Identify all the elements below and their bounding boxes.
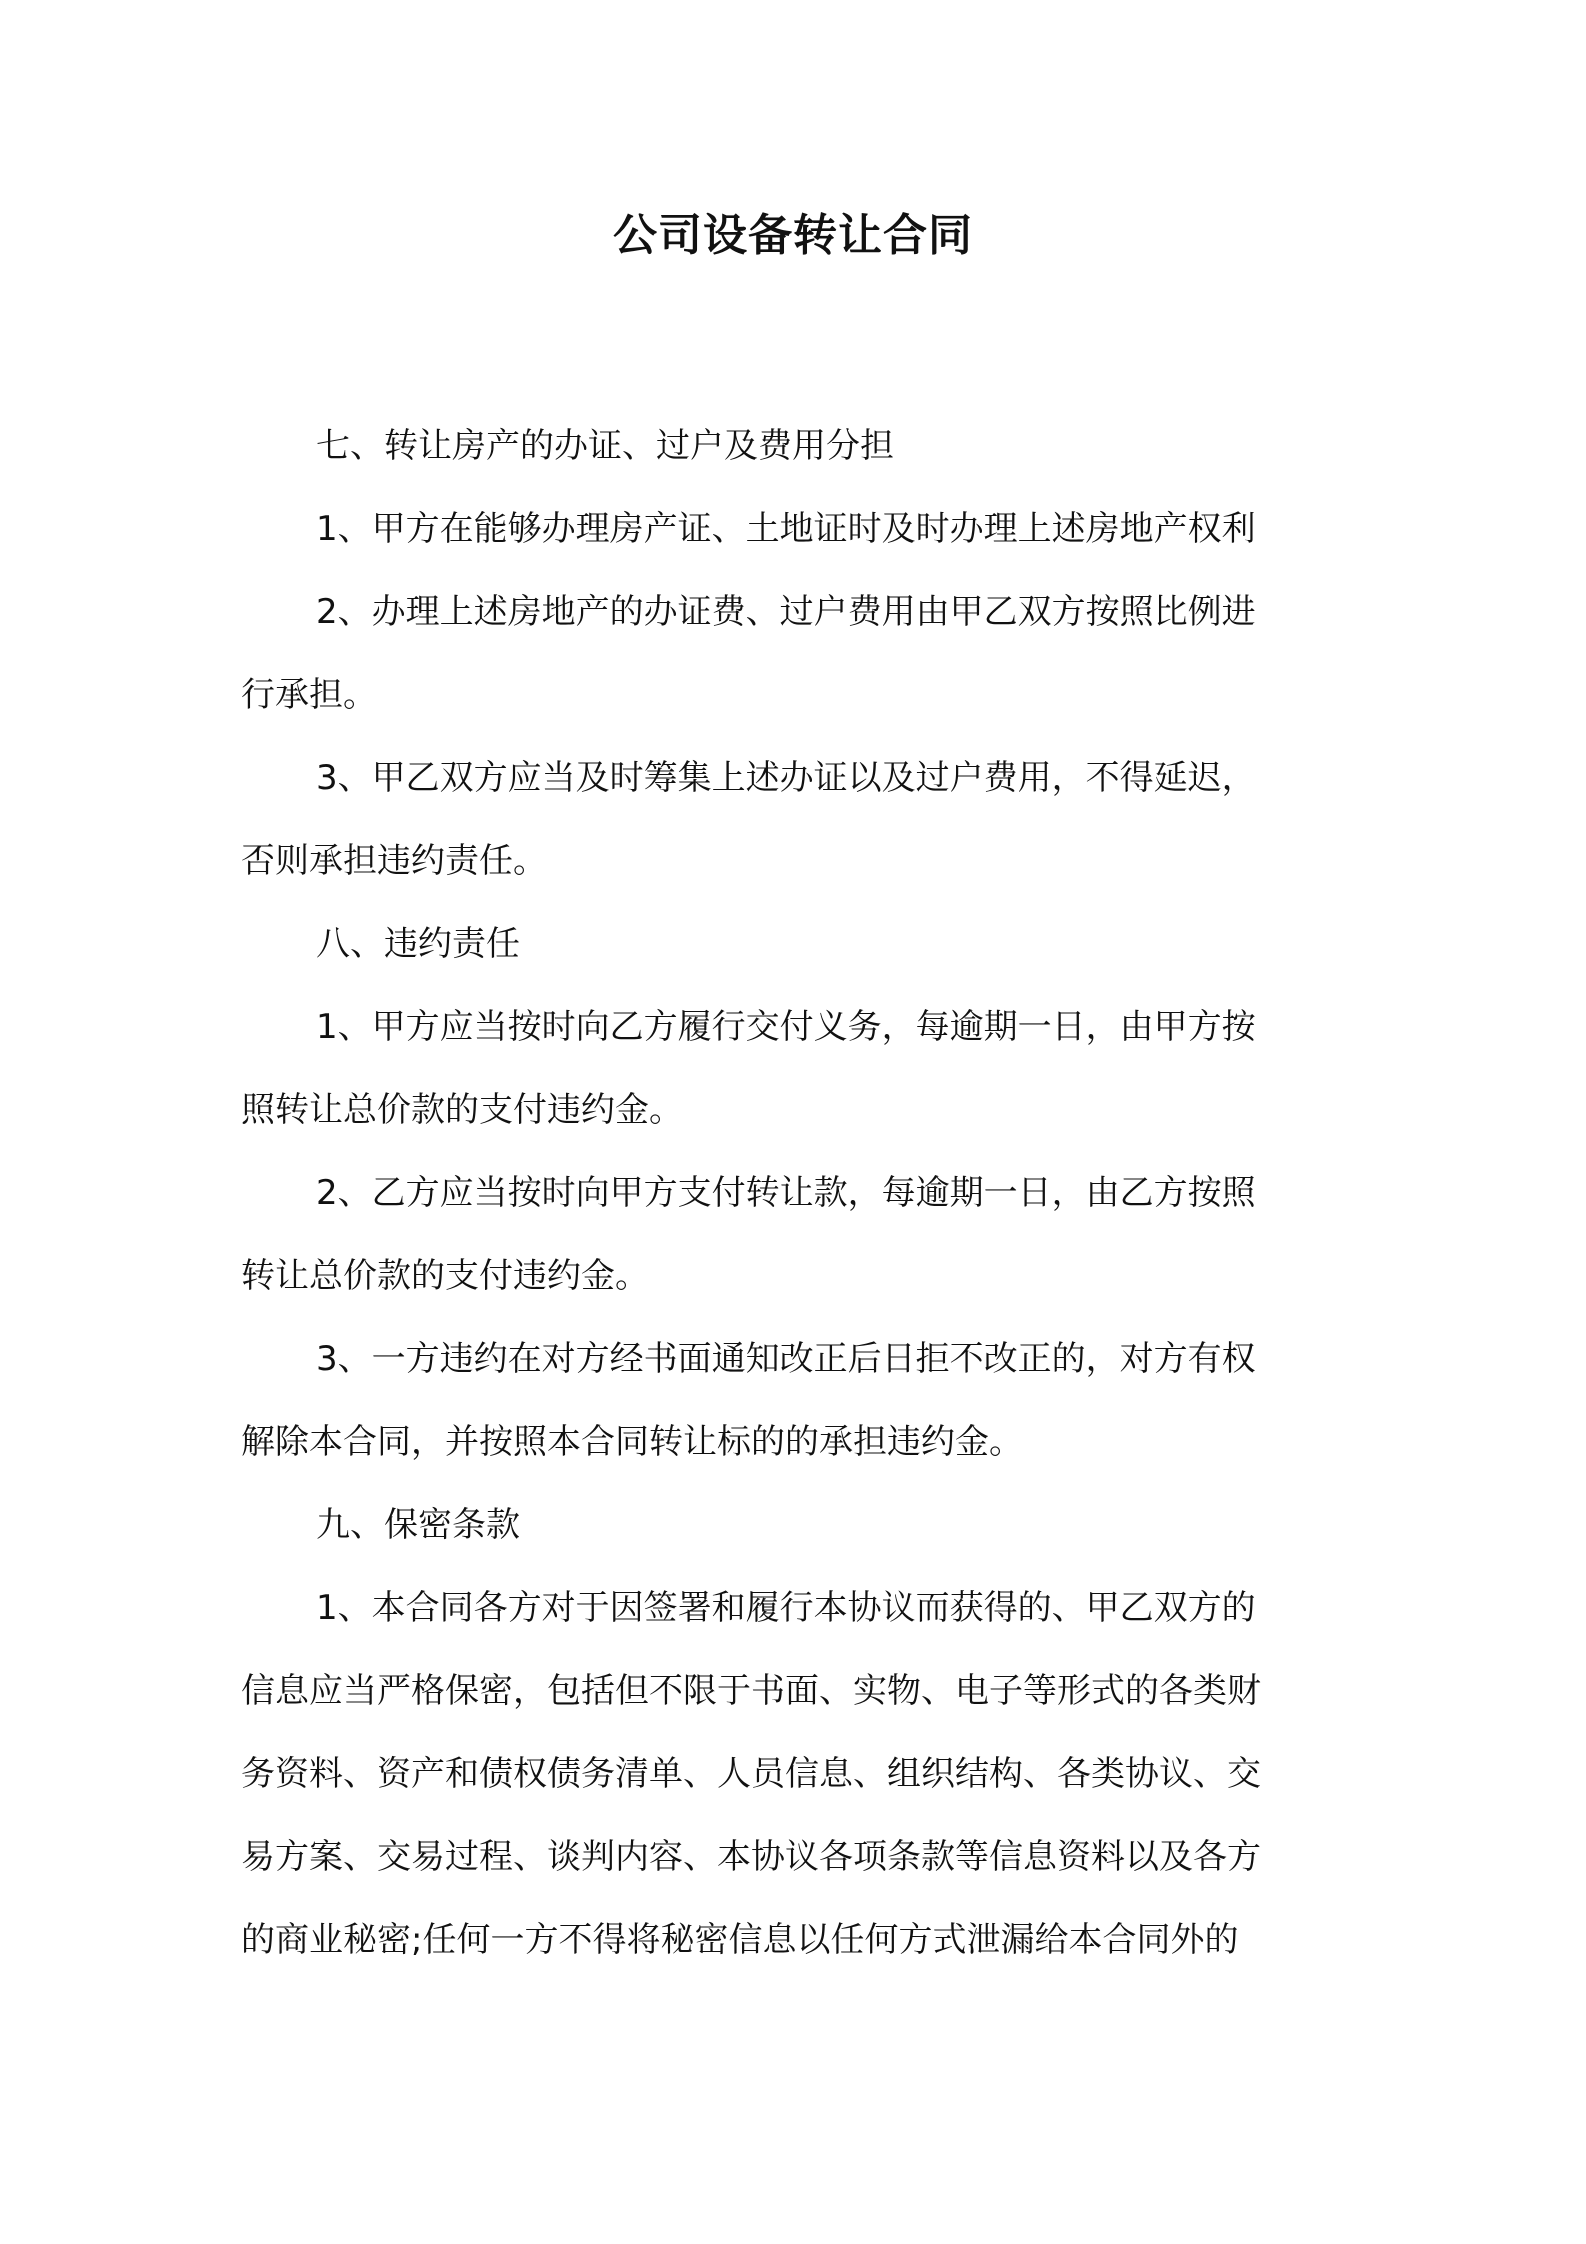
paragraph-line: 否则承担违约责任。 — [241, 841, 547, 881]
paragraph-line: 的商业秘密;任何一方不得将秘密信息以任何方式泄漏给本合同外的 — [241, 1920, 1239, 1960]
paragraph-line: 3、一方违约在对方经书面通知改正后日拒不改正的，对方有权 — [316, 1339, 1256, 1379]
paragraph-line: 照转让总价款的支付违约金。 — [241, 1090, 683, 1130]
paragraph-line: 转让总价款的支付违约金。 — [241, 1256, 649, 1296]
paragraph-line: 3、甲乙双方应当及时筹集上述办证以及过户费用，不得延迟， — [316, 758, 1256, 798]
paragraph-line: 1、甲方应当按时向乙方履行交付义务，每逾期一日，由甲方按 — [316, 1007, 1256, 1047]
paragraph-line: 行承担。 — [241, 675, 377, 715]
paragraph-line: 1、本合同各方对于因签署和履行本协议而获得的、甲乙双方的 — [316, 1588, 1256, 1628]
paragraph-line: 1、甲方在能够办理房产证、土地证时及时办理上述房地产权利 — [316, 509, 1256, 549]
paragraph-line: 2、办理上述房地产的办证费、过户费用由甲乙双方按照比例进 — [316, 592, 1256, 632]
section-heading: 七、转让房产的办证、过户及费用分担 — [316, 426, 894, 466]
paragraph-line: 2、乙方应当按时向甲方支付转让款，每逾期一日，由乙方按照 — [316, 1173, 1256, 1213]
document-title: 公司设备转让合同 — [613, 210, 973, 261]
section-heading: 八、违约责任 — [316, 924, 520, 964]
paragraph-line: 务资料、资产和债权债务清单、人员信息、组织结构、各类协议、交 — [241, 1754, 1261, 1794]
paragraph-line: 解除本合同，并按照本合同转让标的的承担违约金。 — [241, 1422, 1023, 1462]
section-heading: 九、保密条款 — [316, 1505, 520, 1545]
document-body — [241, 405, 1351, 1982]
paragraph-line: 易方案、交易过程、谈判内容、本协议各项条款等信息资料以及各方 — [241, 1837, 1261, 1877]
paragraph-line: 信息应当严格保密，包括但不限于书面、实物、电子等形式的各类财 — [241, 1671, 1261, 1711]
